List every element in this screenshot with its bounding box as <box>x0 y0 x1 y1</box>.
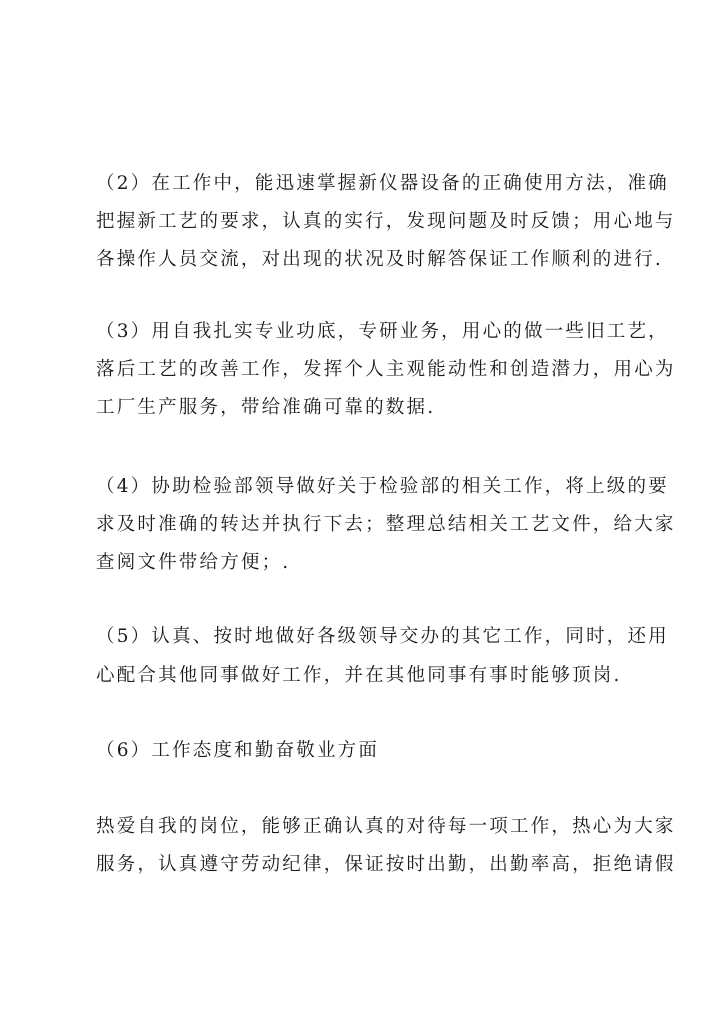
paragraph-line: 把握新工艺的要求，认真的实行，发现问题及时反馈；用心地与 <box>96 211 676 232</box>
paragraph-line: 落后工艺的改善工作，发挥个人主观能动性和创造潜力，用心为 <box>96 359 676 380</box>
paragraph-line: 服务，认真遵守劳动纪律，保证按时出勤，出勤率高，拒绝请假 <box>96 854 676 875</box>
paragraph-line: （3）用自我扎实专业功底，专研业务，用心的做一些旧工艺， <box>96 321 669 342</box>
paragraph-line: （5）认真、按时地做好各级领导交办的其它工作，同时，还用 <box>96 626 669 647</box>
paragraph-line: 查阅文件带给方便；. <box>96 552 291 573</box>
paragraph-line: 各操作人员交流，对出现的状况及时解答保证工作顺利的进行. <box>96 249 663 270</box>
paragraph-line: 热爱自我的岗位，能够正确认真的对待每一项工作，热心为大家 <box>96 816 676 837</box>
paragraph-line: 心配合其他同事做好工作，并在其他同事有事时能够顶岗. <box>96 665 622 686</box>
paragraph-line: （2）在工作中，能迅速掌握新仪器设备的正确使用方法，准确 <box>96 173 669 194</box>
paragraph-line: 求及时准确的转达并执行下去；整理总结相关工艺文件，给大家 <box>96 514 676 535</box>
section-heading: （6）工作态度和勤奋敬业方面 <box>96 740 380 761</box>
paragraph-line: （4）协助检验部领导做好关于检验部的相关工作，将上级的要 <box>96 476 669 497</box>
paragraph-line: 工厂生产服务，带给准确可靠的数据. <box>96 397 436 418</box>
